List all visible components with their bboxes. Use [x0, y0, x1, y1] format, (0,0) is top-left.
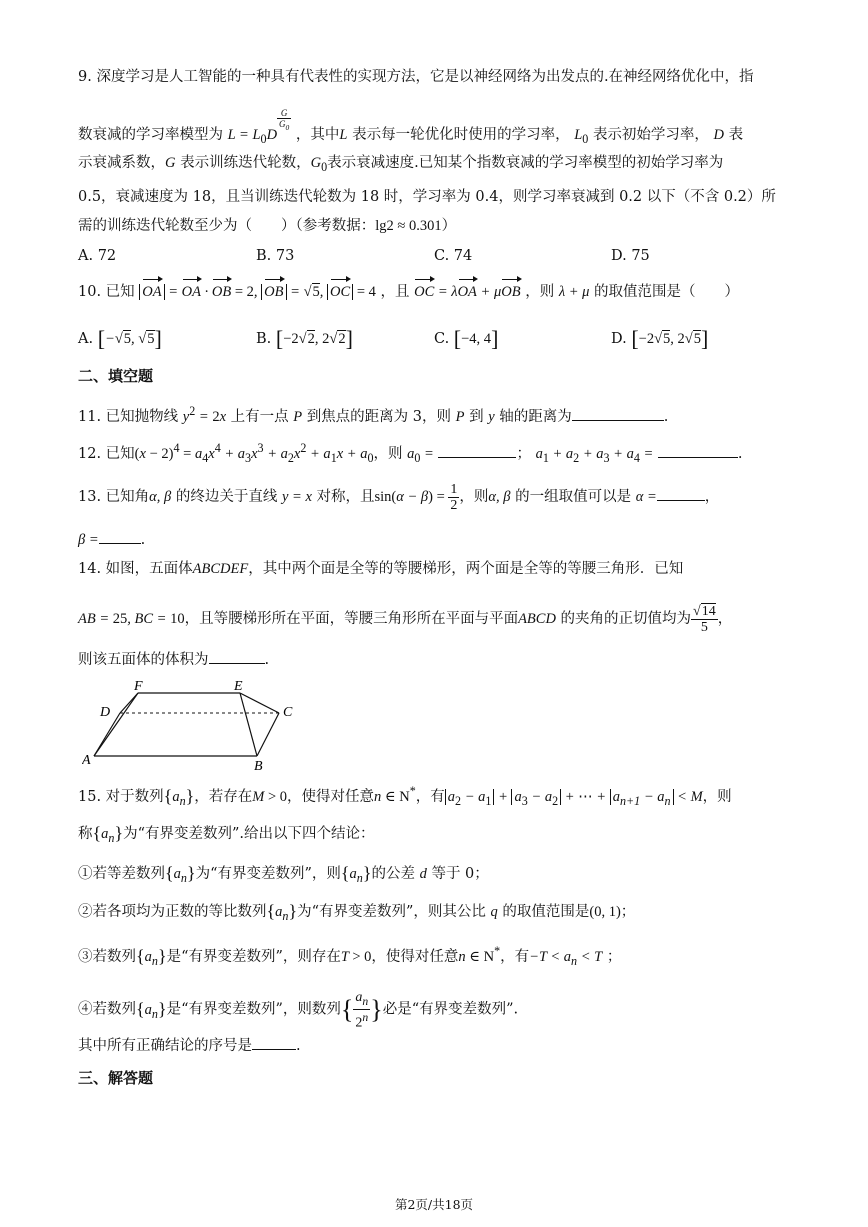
q15-statement-1: ①若等差数列$\{a_n\}$为“有界变差数列”，则$\{a_n\}$的公差 d 等于 0； — [78, 863, 489, 885]
q10-option-c: C. [−4, 4] — [434, 326, 499, 351]
q14-line1: 14. 如图，五面体ABCDEF，其中两个面是全等的等腰梯形，两个面是全等的等腰三角形．已知 — [78, 561, 684, 577]
pentahedron-figure — [82, 676, 312, 772]
q10-option-b: B. [−2√2, 2√2] — [256, 326, 353, 351]
q15-statement-4: ④若数列$\{a_n\}$是“有界变差数列”，则数列{ $\frac{a_n}{2^n}$ }必是“有界变差数列”. — [78, 990, 519, 1031]
q9-line1: 9. 深度学习是人工智能的一种具有代表性的实现方法，它是以神经网络为出发点的.在神经网络优化中，指 — [78, 69, 754, 85]
page-footer: 第2页/共18页 — [394, 1197, 474, 1212]
section-solutions: 三、解答题 — [78, 1070, 154, 1087]
q15-answer-blank[interactable] — [252, 1035, 296, 1050]
q9-line5: 需的训练迭代轮数至少为（ ）（参考数据：lg2 ≈ 0.301） — [78, 218, 457, 234]
q9-option-a: A. 72 — [78, 248, 117, 264]
q13-answer-blank-beta[interactable] — [99, 529, 141, 544]
q10-option-d: D. [−2√5, 2√5] — [611, 326, 709, 351]
q15-final: 其中所有正确结论的序号是 . — [78, 1035, 804, 1057]
vertex-label-c: C — [283, 705, 293, 720]
q14-line3: 则该五面体的体积为 . — [78, 649, 804, 671]
q10-option-a: A. [−√5, √5] — [78, 326, 162, 351]
vertex-label-e: E — [234, 679, 243, 694]
q15-statement-2: ②若各项均为正数的等比数列$\{a_n\}$为“有界变差数列”，则其公比 q 的取值范围是(0, 1)； — [78, 901, 636, 923]
q13: 13. 已知角α, β 的终边关于直线 y = x 对称，且sin(α − β) = $\frac{1}{2}$ ，则α, β 的一组取值可以是 α = ， — [78, 482, 720, 513]
q13-beta: β = . — [78, 529, 804, 551]
q9-line4: 0.5，衰减速度为 18，且当训练迭代轮数为 18 时，学习率为 0.4，则学习率衰减到 0.2 以下（不含 0.2）所 — [78, 189, 776, 205]
q9-option-c: C. 74 — [434, 248, 473, 264]
q14-answer-blank[interactable] — [209, 649, 265, 664]
q15-line2: 称$\{a_n\}$为“有界变差数列”.给出以下四个结论： — [78, 823, 375, 845]
q13-answer-blank-alpha[interactable] — [657, 486, 705, 501]
q11-answer-blank[interactable] — [572, 406, 664, 421]
q15-statement-3: ③若数列$\{a_n\}$是“有界变差数列”，则存在T > 0，使得对任意n ∈ N*，有$-T < a_n < T$ ； — [78, 944, 622, 968]
q9-line2: 数衰减的学习率模型为 $L = L_0D$ $^{\frac{G}{G_0}}$ ，其中L 表示每一轮优化时使用的学习率， $L_0$ 表示初始学习率， D 表 — [78, 108, 744, 146]
q9-option-b: B. 73 — [256, 248, 295, 264]
q10-stem: 10. 已知 OA = OA · OB = 2, OB = √5, OC = 4 ，且 OC = λOA + μOB ，则 λ + μ 的取值范围是（ ） — [78, 281, 804, 303]
q12-answer-blank-2[interactable] — [658, 443, 738, 458]
q12-answer-blank-1[interactable] — [438, 443, 516, 458]
q9-line3: 示衰减系数，G 表示训练迭代轮数，$G_0$表示衰减速度.已知某个指数衰减的学习率模型的初始学习率为 — [78, 155, 724, 174]
decay-formula: $L = L_0D$ $^{\frac{G}{G_0}}$ — [227, 108, 290, 146]
q9-option-d: D. 75 — [611, 248, 650, 264]
vertex-label-f: F — [134, 679, 143, 694]
q14-line2: AB = 25, BC = 10，且等腰梯形所在平面，等腰三角形所在平面与平面ABCD 的夹角的正切值均为 $\frac{√14}{5}$ ， — [78, 604, 733, 635]
section-fill-blank: 二、填空题 — [78, 368, 154, 385]
vertex-label-d: D — [100, 705, 111, 720]
q11: 11. 已知抛物线 $y^2 = 2x$ 上有一点 P 到焦点的距离为 3，则 P 到 y 轴的距离为 . — [78, 404, 669, 425]
vertex-label-a: A — [82, 753, 91, 768]
q12: 12. 已知$(x - 2)^4 = a_4x^4 + a_3x^3 + a_2x^2 + a_1x + a_0$，则 $a_0$ = ； $a_1 + a_2 + a_3 + a_4$ = . — [78, 441, 743, 465]
q15-line1: 15. 对于数列$\{a_n\}$，若存在M > 0，使得对任意n ∈ N*，有 $a_2 - a_1 + a_3 - a_2$ + ⋯ + $a_{n+1} - a_n < M$，则 — [78, 784, 732, 808]
vertex-label-b: B — [254, 759, 263, 772]
